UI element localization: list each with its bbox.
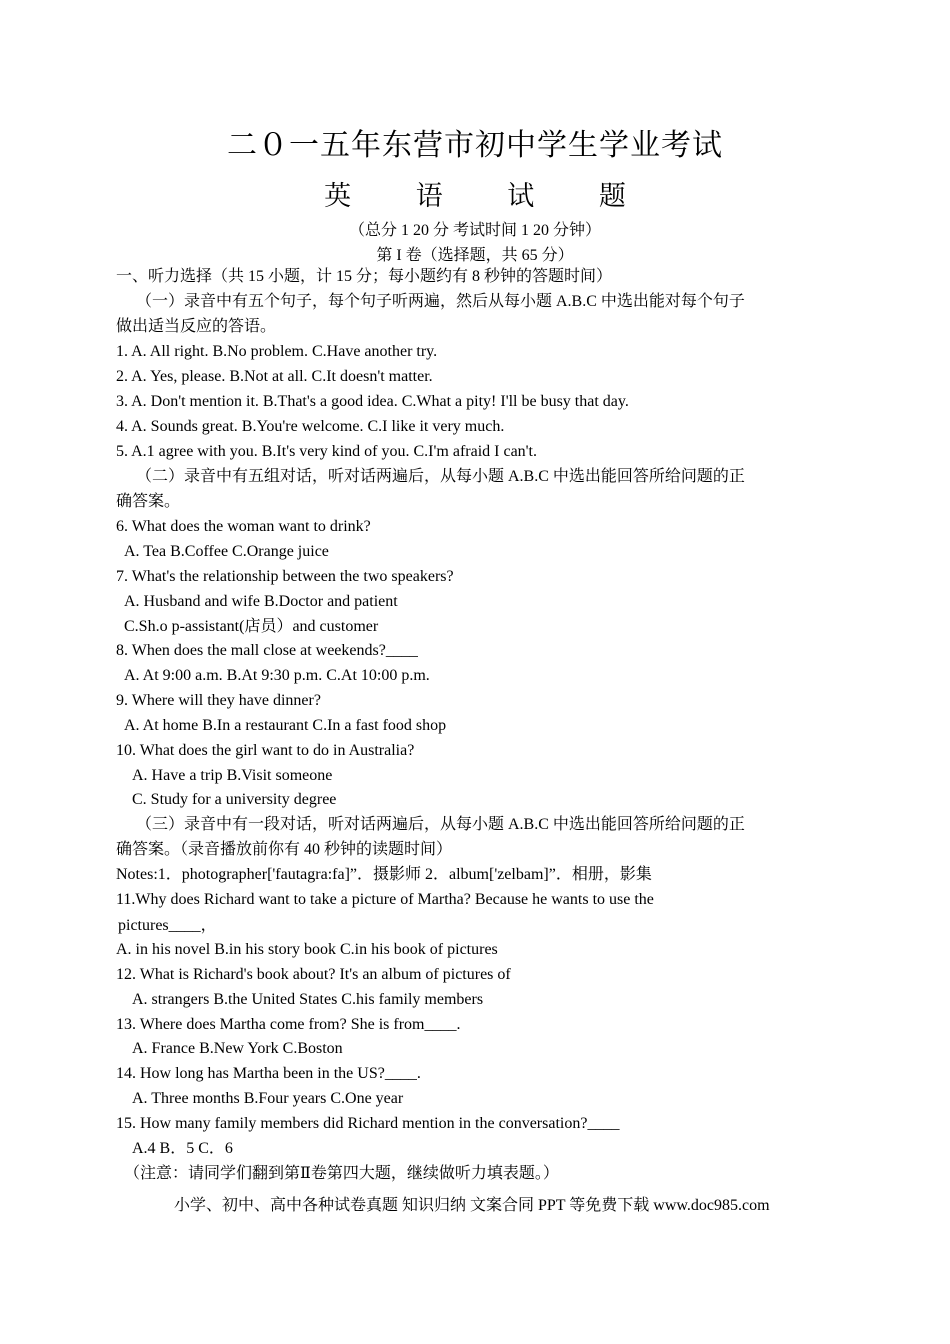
question-15: 15. How many family members did Richard mention in the conversation?____ (116, 1115, 620, 1132)
vocabulary-notes: Notes:1．photographer['fautagra:fa]”．摄影师 2．album['zelbam]”．相册，影集 (116, 866, 652, 883)
question-5: 5. A.1 agree with you. B.It's very kind of you. C.I'm afraid I can't. (116, 443, 537, 460)
question-11: 11.Why does Richard want to take a picture of Martha? Because he wants to use the (116, 891, 654, 908)
exam-title: 二０一五年东营市初中学生学业考试 (227, 128, 723, 163)
part2-intro-cont: 确答案。 (116, 493, 181, 510)
question-9-options: A. At home B.In a restaurant C.In a fast food shop (124, 717, 447, 734)
question-8-options: A. At 9:00 a.m. B.At 9:30 p.m. C.At 10:00 p.m. (124, 667, 430, 684)
question-2: 2. A. Yes, please. B.Not at all. C.It doesn't matter. (116, 368, 433, 385)
question-15-options: A.4 B．5 C．6 (132, 1140, 233, 1157)
question-13-options: A. France B.New York C.Boston (132, 1040, 343, 1057)
volume-label: 第 I 卷（选择题，共 65 分） (376, 247, 574, 264)
download-footer: 小学、初中、高中各种试卷真题 知识归纳 文案合同 PPT 等免费下载 www.doc985.com (174, 1197, 770, 1214)
question-14: 14. How long has Martha been in the US?____. (116, 1065, 421, 1082)
subject-char: 语 (415, 181, 443, 212)
question-1: 1. A. All right. B.No problem. C.Have another try. (116, 343, 438, 360)
part2-intro: （二）录音中有五组对话，听对话两遍后，从每小题 A.B.C 中选出能回答所给问题的正 (136, 468, 745, 485)
instruction-note: （注意：请同学们翻到第Ⅱ卷第四大题，继续做听力填表题。） (124, 1165, 559, 1182)
score-info: （总分 1 20 分 考试时间 1 20 分钟） (348, 222, 601, 239)
question-3: 3. A. Don't mention it. B.That's a good idea. C.What a pity! I'll be busy that day. (116, 393, 629, 410)
subject-char: 英 (324, 181, 352, 212)
part3-intro: （三）录音中有一段对话，听对话两遍后，从每小题 A.B.C 中选出能回答所给问题的正 (136, 816, 745, 833)
question-14-options: A. Three months B.Four years C.One year (132, 1090, 404, 1107)
question-12-options: A. strangers B.the United States C.his family members (132, 991, 484, 1008)
question-10-options-cont: C. Study for a university degree (132, 791, 337, 808)
subject-char: 试 (507, 181, 535, 212)
question-4: 4. A. Sounds great. B.You're welcome. C.I like it very much. (116, 418, 505, 435)
question-7-options: A. Husband and wife B.Doctor and patient (124, 593, 398, 610)
part3-intro-cont: 确答案。（录音播放前你有 40 秒钟的读题时间） (116, 841, 453, 858)
question-7: 7. What's the relationship between the two speakers? (116, 568, 454, 585)
section-heading: 一、听力选择（共 15 小题，计 15 分；每小题约有 8 秒钟的答题时间） (116, 268, 613, 285)
question-6: 6. What does the woman want to drink? (116, 518, 371, 535)
question-7-options-cont: C.Sh.o p-assistant(店员）and customer (124, 618, 379, 635)
question-8: 8. When does the mall close at weekends?____ (116, 642, 418, 659)
question-12: 12. What is Richard's book about? It's an album of pictures of (116, 966, 511, 983)
subject-char: 题 (598, 181, 626, 212)
part1-intro: （一）录音中有五个句子，每个句子听两遍，然后从每小题 A.B.C 中选出能对每个句子 (136, 293, 745, 310)
question-9: 9. Where will they have dinner? (116, 692, 321, 709)
question-6-options: A. Tea B.Coffee C.Orange juice (124, 543, 329, 560)
part1-intro-cont: 做出适当反应的答语。 (116, 318, 277, 335)
question-10-options: A. Have a trip B.Visit someone (132, 767, 333, 784)
question-11-cont: pictures____， (118, 917, 217, 934)
question-13: 13. Where does Martha come from? She is from____. (116, 1016, 461, 1033)
question-10: 10. What does the girl want to do in Australia? (116, 742, 415, 759)
exam-subject (0, 174, 950, 213)
question-11-options: A. in his novel B.in his story book C.in his book of pictures (116, 941, 498, 958)
